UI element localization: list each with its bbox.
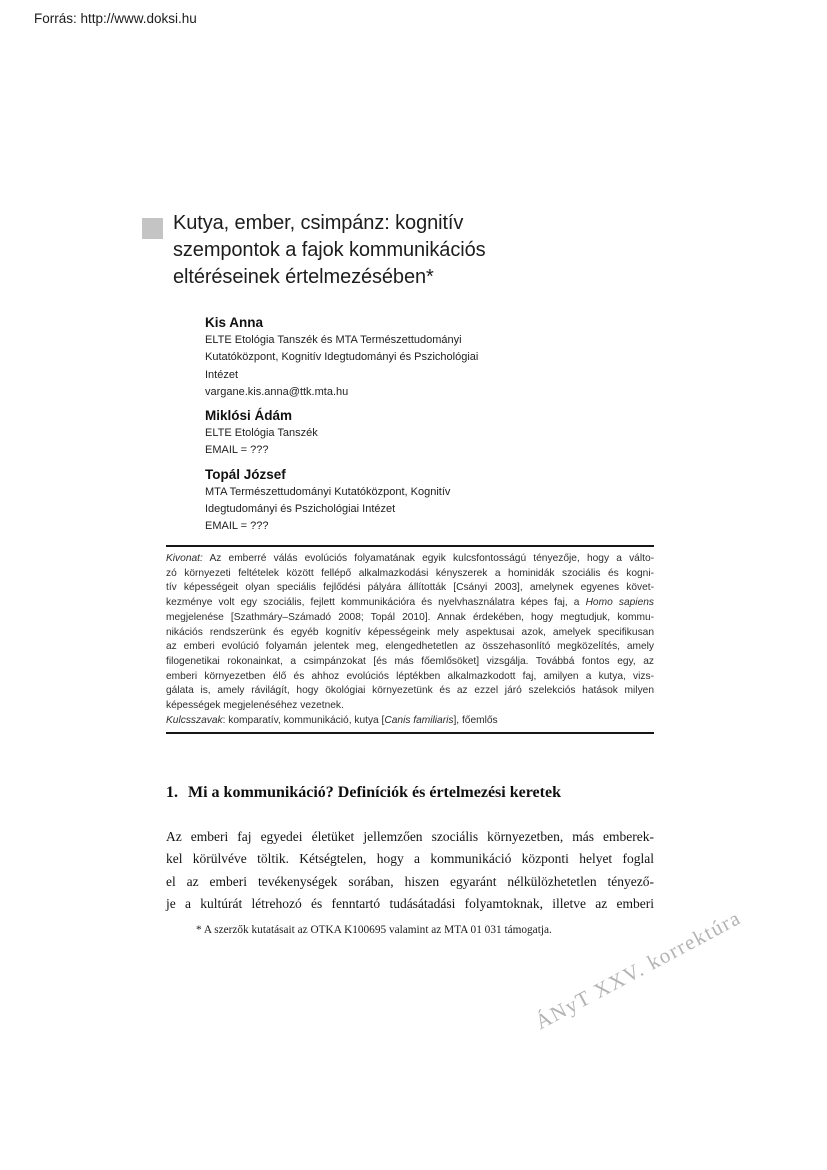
author-affiliation — [205, 425, 550, 442]
author-block — [205, 466, 550, 536]
section-heading-text: Mi a kommunikáció? Definíciók és értelmezési keretek — [188, 784, 561, 801]
abstract-text — [166, 552, 654, 728]
affiliation-line: ELTE Etológia Tanszék — [205, 427, 318, 440]
footnote: * A szerzők kutatásait az OTKA K100695 valamint az MTA 01 031 támogatja. — [196, 924, 552, 936]
section-heading — [166, 784, 561, 802]
body-paragraph — [166, 826, 654, 915]
proof-watermark: ÁNyT XXV. korrektúra — [531, 905, 745, 1035]
author-name: Miklósi Ádám — [205, 408, 293, 424]
abstract-line: filogenetikai rokonainkat, a csimpánzokat [és más főemlősöket] vizsgálja. Továbbá fontos egy, az — [166, 655, 654, 667]
abstract-line: Kulcsszavak: komparatív, kommunikáció, kutya [Canis familiaris], főemlős — [166, 714, 498, 726]
abstract-line: zó környezeti feltételek között fellépő alkalmazkodási kényszerek a hominidák szociális és kogni- — [166, 567, 654, 579]
abstract-line: az emberi evolúció folyamán jelentek meg, elengedhetetlen az összehasonlító megközelítés, amely — [166, 641, 654, 653]
author-block — [205, 407, 550, 460]
body-text-line: Az emberi faj egyedei életüket jellemzően szociális környezetben, más emberek- — [166, 829, 654, 844]
body-text-line: je a kultúrát létrehozó és fenntartó tudásátadási folyamtoknak, illetve az emberi — [166, 895, 654, 911]
abstract-line: emberi környezetben élő és ahhoz evolúciós léptékben alkalmazkodott faj, amilyen a kutya, vizs- — [166, 670, 654, 682]
abstract-line: megjelenése [Szathmáry–Számadó 2008; Topál 2010]. Annak érdekében, hogy megtudjuk, kommu- — [166, 611, 654, 623]
abstract-line: gálata is, amely rávilágít, hogy ökológiai környezetünk és az ezzel járó szelekciós hatások milyen — [166, 685, 654, 697]
abstract-line: képességek megjelenéséhez vezetnek. — [166, 700, 344, 712]
author-email: vargane.kis.anna@ttk.mta.hu — [205, 385, 349, 398]
abstract-line: tív képességeit olyan speciális fejlődési pályára állították [Csányi 2003], amelynek egyenes követ- — [166, 582, 654, 594]
article-title-line: szempontok a fajok kommunikációs — [173, 239, 486, 261]
article-title — [173, 210, 553, 291]
article-title-line: Kutya, ember, csimpánz: kognitív — [173, 212, 464, 234]
author-name: Topál József — [205, 466, 286, 482]
abstract-box — [166, 545, 654, 734]
article-title-line: eltéréseinek értelmezésében* — [173, 266, 434, 288]
abstract-line: Kivonat: Az emberré válás evolúciós folyamatának egyik kulcsfontosságú tényezője, hogy a válto- — [166, 553, 654, 564]
body-text-line: kel körülvéve töltik. Kétségtelen, hogy a kommunikáció központi helyet foglal — [166, 851, 654, 867]
affiliation-line: ELTE Etológia Tanszék és MTA Természettudományi — [205, 334, 462, 346]
author-affiliation — [205, 332, 550, 384]
author-email: EMAIL = ??? — [205, 444, 269, 457]
author-email: EMAIL = ??? — [205, 520, 269, 533]
author-block — [205, 314, 550, 401]
section-number: 1. — [166, 784, 178, 801]
abstract-line: kezménye volt egy szociális, fejlett kommunikációra és nyelvhasználatra képes faj, a Homo sapiens — [166, 597, 654, 609]
affiliation-line: Kutatóközpont, Kognitív Idegtudományi és Pszichológiai — [205, 351, 479, 364]
source-note: Forrás: http://www.doksi.hu — [34, 11, 197, 26]
abstract-line: nikációs rendszerünk és egyéb kognitív képességeink mely aspektusai azok, amelyek specifikusan — [166, 626, 654, 638]
authors-block — [205, 314, 550, 542]
body-text-line: el az emberi tevékenységek sorában, hiszen egyaránt nélkülözhetetlen tényező- — [166, 873, 654, 889]
author-name: Kis Anna — [205, 315, 264, 330]
author-affiliation — [205, 484, 550, 519]
affiliation-line: Idegtudományi és Pszichológiai Intézet — [205, 503, 396, 516]
title-marker-square-icon — [142, 218, 163, 239]
affiliation-line: Intézet — [205, 368, 239, 381]
affiliation-line: MTA Természettudományi Kutatóközpont, Kognitív — [205, 485, 451, 498]
